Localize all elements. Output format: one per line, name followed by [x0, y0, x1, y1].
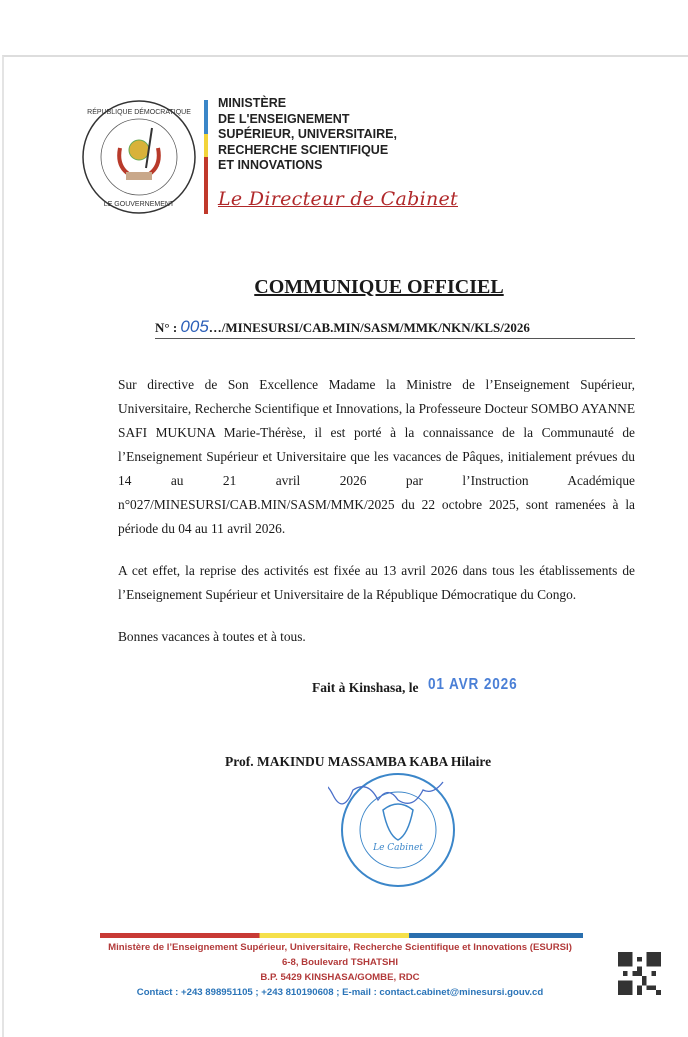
paragraph: Bonnes vacances à toutes et à tous. — [118, 629, 306, 644]
paragraph: A cet effet, la reprise des activités est fixée au 13 avril 2026 dans tous les établissements de l’Enseignement Supérieur et Universitaire de la République Démocratique du Congo. — [118, 563, 635, 602]
footer — [90, 940, 590, 1000]
ministry-line: MINISTÈRE — [218, 96, 287, 110]
ministry-line: RECHERCHE SCIENTIFIQUE — [218, 142, 389, 157]
footer-po-box: B.P. 5429 KINSHASA/GOMBE, RDC — [260, 972, 420, 983]
svg-text:RÉPUBLIQUE DÉMOCRATIQUE: RÉPUBLIQUE DÉMOCRATIQUE — [87, 109, 191, 116]
footer-contact: Contact : +243 898951105 ; +243 810190608 ; E-mail : contact.cabinet@minesursi.gouv.cd — [136, 987, 544, 998]
government-seal-logo — [80, 98, 198, 216]
official-stamp-and-signature — [328, 770, 468, 890]
place-label: Fait à Kinshasa, le — [312, 680, 419, 695]
document-title: COMMUNIQUE OFFICIEL — [254, 276, 504, 298]
signer-name: Prof. MAKINDU MASSAMBA KABA Hilaire — [225, 754, 492, 769]
reference-number — [155, 317, 530, 337]
svg-text:LE GOUVERNEMENT: LE GOUVERNEMENT — [103, 201, 175, 208]
reference-prefix: N° : — [155, 320, 181, 335]
communique-body — [118, 373, 635, 667]
paragraph: Sur directive de Son Excellence Madame la Ministre de l’Enseignement Supérieur, Universitaire, Recherche Scientifique et Innovations, la Professeure Docteur SOMBO AYANNE SAFI MUKUNA Marie-Thérèse, il est porté à la connaissance de la Communauté de l’Enseignement Supérieur et Universitaire que les vacances de Pâques, initialement prévues du 14 au 21 avril 2026 par l’Instruction Académique n°027/MINESURSI/CAB.MIN/SASM/MMK/2025 du 22 octobre 2025, sont ramenées à la période du 04 au 11 avril 2026. — [118, 377, 635, 536]
handwritten-number: 005 — [180, 317, 209, 336]
reference-suffix: …/MINESURSI/CAB.MIN/SASM/MMK/NKN/KLS/2026 — [208, 320, 530, 335]
ministry-line: ET INNOVATIONS — [218, 158, 323, 172]
ministry-line: DE L'ENSEIGNEMENT — [218, 111, 350, 126]
svg-text:Le Cabinet: Le Cabinet — [373, 843, 423, 853]
footer-flag-line — [100, 933, 583, 938]
footer-address: 6-8, Boulevard TSHATSHI — [281, 957, 399, 968]
divider — [155, 338, 635, 339]
ministry-name — [218, 96, 397, 174]
flag-color-bar — [204, 100, 208, 214]
date-stamp: 01 AVR 2026 — [428, 676, 518, 693]
ministry-line: SUPÉRIEUR, UNIVERSITAIRE, — [218, 127, 397, 141]
qr-code-icon — [618, 952, 661, 995]
office-title: Le Directeur de Cabinet — [218, 188, 458, 210]
footer-ministry: Ministère de l’Enseignement Supérieur, Universitaire, Recherche Scientifique et Innovations (ESURSI) — [108, 942, 572, 953]
